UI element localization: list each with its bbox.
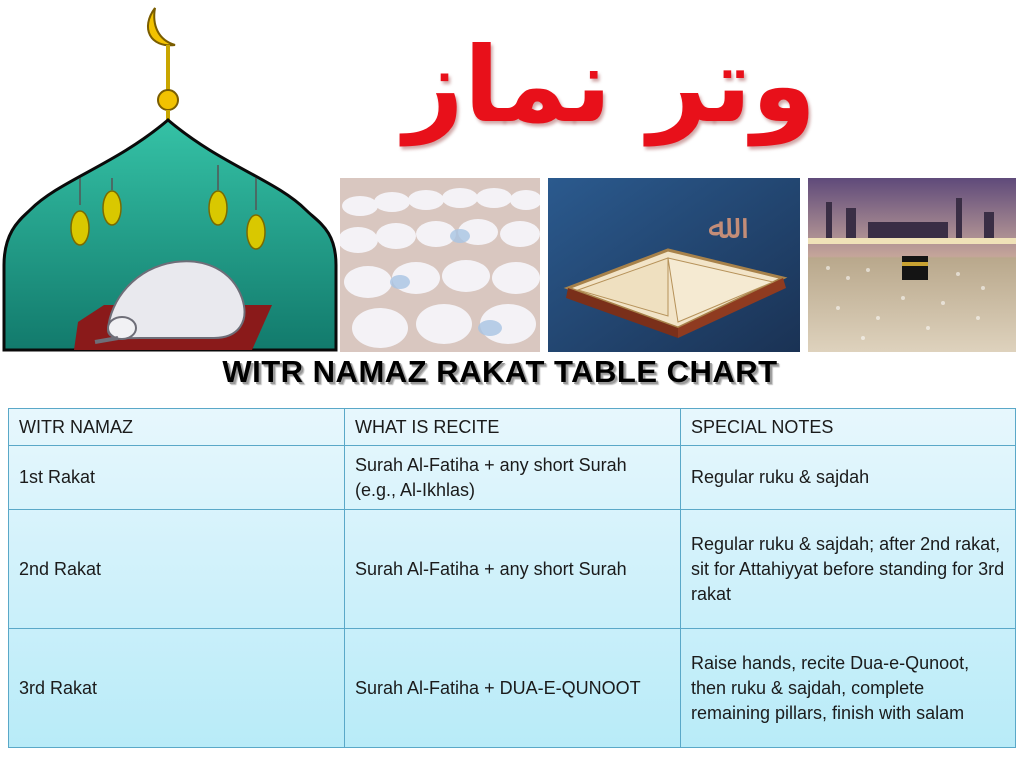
table-cell: Surah Al-Fatiha + any short Surah (e.g., Al-Ikhlas) xyxy=(345,446,681,510)
table-row xyxy=(9,446,1016,510)
worshippers-photo xyxy=(340,178,540,352)
table-header-cell: SPECIAL NOTES xyxy=(681,409,1016,446)
witr-rakat-table xyxy=(8,408,1016,748)
chart-title: WITR NAMAZ RAKAT TABLE CHART xyxy=(222,354,778,389)
table-cell: Regular ruku & sajdah xyxy=(681,446,1016,510)
svg-text:ﷲ: ﷲ xyxy=(708,207,728,247)
quran-photo xyxy=(548,178,800,352)
kaaba-photo xyxy=(808,178,1016,352)
table-cell: 3rd Rakat xyxy=(9,629,345,748)
table-cell: Surah Al-Fatiha + DUA-E-QUNOOT xyxy=(345,629,681,748)
table-row xyxy=(9,629,1016,748)
table-row xyxy=(9,510,1016,629)
table-header-cell: WITR NAMAZ xyxy=(9,409,345,446)
mosque-prayer-illustration xyxy=(0,0,340,352)
table-cell: Raise hands, recite Dua-e-Qunoot, then ruku & sajdah, complete remaining pillars, finish with salam xyxy=(681,629,1016,748)
table-cell: Surah Al-Fatiha + any short Surah xyxy=(345,510,681,629)
table-cell: Regular ruku & sajdah; after 2nd rakat, sit for Attahiyyat before standing for 3rd rakat xyxy=(681,510,1016,629)
urdu-title: وتر نماز xyxy=(403,24,817,146)
table-cell: 2nd Rakat xyxy=(9,510,345,629)
table-cell: 1st Rakat xyxy=(9,446,345,510)
table-header-cell: WHAT IS RECITE xyxy=(345,409,681,446)
table-header-row xyxy=(9,409,1016,446)
